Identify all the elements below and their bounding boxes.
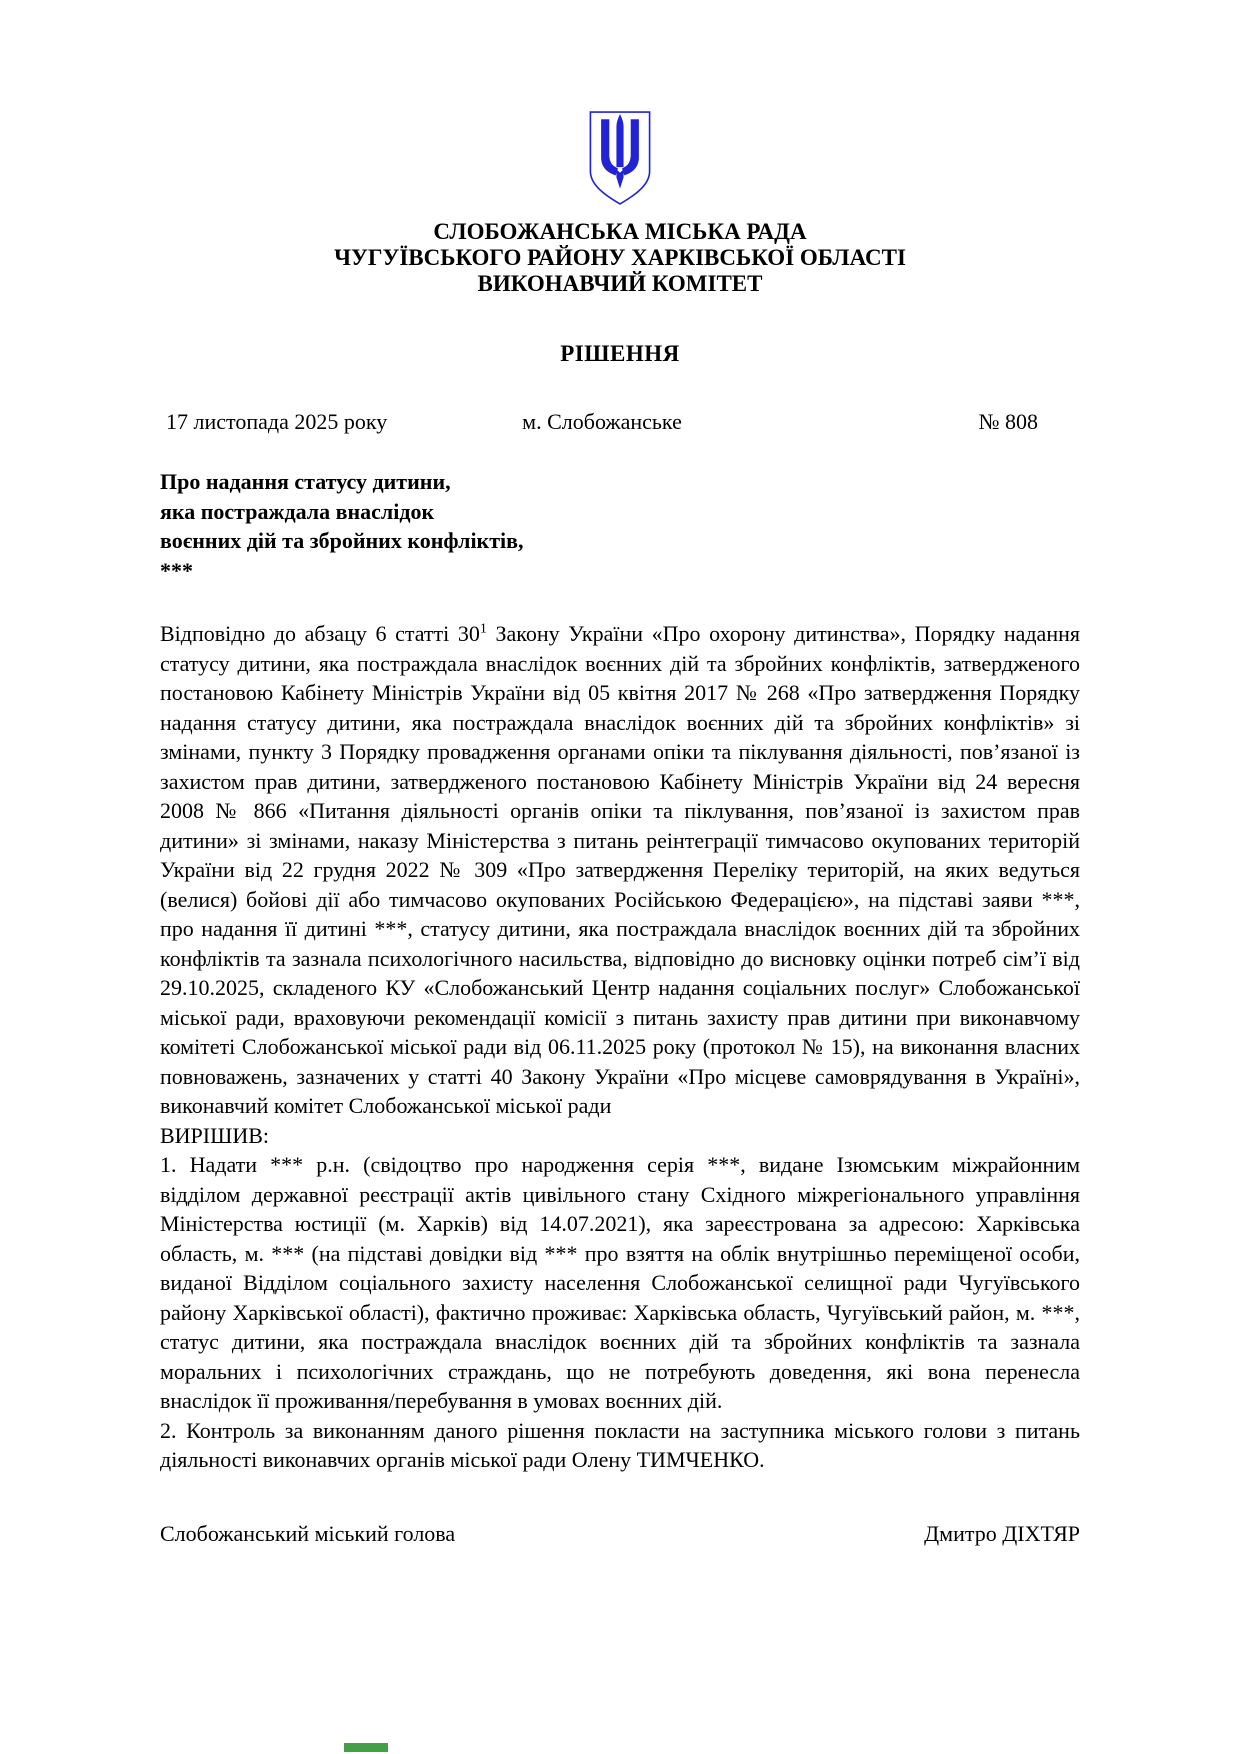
ukraine-trident-icon bbox=[587, 110, 653, 208]
bottom-green-bar bbox=[344, 1743, 388, 1752]
meta-date: 17 листопада 2025 року bbox=[166, 409, 388, 434]
subject-line: яка постраждала внаслідок bbox=[160, 498, 435, 524]
signature-name: Дмитро ДІХТЯР bbox=[924, 1520, 1080, 1546]
signature-row bbox=[160, 1521, 1080, 1547]
footnote-superscript: 1 bbox=[479, 621, 487, 637]
resolved-label: ВИРІШИВ: bbox=[160, 1122, 269, 1148]
preamble-text-rest: Закону України «Про охорону дитинства», Порядку надання статусу дитини, яка постраждала внаслідок воєнних дій та збройних конфліктів, затвердженого постановою Кабінету Міністрів України від 05 квітня 2017 № 268 «Про затвердження Порядку надання статусу дитини, яка постраждала внаслідок воєнних дій та збройних конфліктів» зі змінами, пункту 3 Порядку провадження органами опіки та піклування діяльності, пов’язаної із захистом прав дитини, затвердженого постановою Кабінету Міністрів України від 24 вересня 2008 № 866 «Питання діяльності органів опіки та піклування, пов’язаної із захистом прав дитини» зі змінами, наказу Міністерства з питань реінтеграції тимчасово окупованих територій України від 22 грудня 2022 № 309 «Про затвердження Переліку територій, на яких ведуться (велися) бойові дії або тимчасово окупованих Російською Федерацією», на підставі заяви ***, про надання її дитині ***, статусу дитини, яка постраждала внаслідок воєнних дій та збройних конфліктів та зазнала психологічного насильства, відповідно до висновку оцінки потреб сім’ї від 29.10.2025, складеного КУ «Слобожанський Центр надання соціальних послуг» Слобожанської міської ради, враховуючи рекомендації комісії з питань захисту прав дитини при виконавчому комітеті Слобожанської міської ради від 06.11.2025 року (протокол № 15), на виконання власних повноважень, зазначених у статті 40 Закону України «Про місцеве самоврядування в Україні», виконавчий комітет Слобожанської міської ради bbox=[160, 621, 1080, 1118]
document-body bbox=[160, 619, 1080, 1475]
decision-item-2: 2. Контроль за виконанням даного рішення покласти на заступника міського голови з питань діяльності виконавчих органів міської ради Олену ТИМЧЕНКО. bbox=[160, 1417, 1080, 1472]
org-name-line1: СЛОБОЖАНСЬКА МІСЬКА РАДА bbox=[433, 219, 807, 244]
subject-line: *** bbox=[160, 557, 193, 583]
doc-type-title: РІШЕННЯ bbox=[560, 341, 680, 366]
signature-position: Слобожанський міський голова bbox=[160, 1520, 456, 1546]
org-name-line3: ВИКОНАВЧИЙ КОМІТЕТ bbox=[477, 271, 763, 296]
subject-line: воєнних дій та збройних конфліктів, bbox=[160, 528, 524, 553]
meta-number: № 808 bbox=[978, 409, 1039, 434]
decision-item-1: 1. Надати *** р.н. (свідоцтво про народження серія ***, видане Ізюмським міжрайонним відділом державної реєстрації актів цивільного стану Східного міжрегіонального управління Міністерства юстиції (м. Харків) від 14.07.2021), яка зареєстрована за адресою: Харківська область, м. *** (на підставі довідки від *** про взяття на облік внутрішньо переміщеної особи, виданої Відділом соціального захисту населення Слобожанської селищної ради Чугуївського району Харківської області), фактично проживає: Харківська область, Чугуївський район, м. ***, статус дитини, яка постраждала внаслідок воєнних дій та збройних конфліктів та зазнала моральних і психологічних страждань, що не потребують доведення, які вона перенесла внаслідок її проживання/перебування в умовах воєнних дій. bbox=[160, 1152, 1080, 1413]
emblem-container bbox=[160, 0, 1080, 213]
preamble-paragraph bbox=[160, 619, 1080, 1121]
preamble-text-start: Відповідно до абзацу 6 статті 30 bbox=[160, 621, 480, 646]
org-name-line2: ЧУГУЇВСЬКОГО РАЙОНУ ХАРКІВСЬКОЇ ОБЛАСТІ bbox=[334, 245, 906, 270]
meta-place: м. Слобожанське bbox=[522, 409, 682, 434]
subject-line: Про надання статусу дитини, bbox=[160, 469, 451, 494]
meta-row bbox=[160, 409, 1080, 435]
subject-block bbox=[160, 467, 1080, 585]
